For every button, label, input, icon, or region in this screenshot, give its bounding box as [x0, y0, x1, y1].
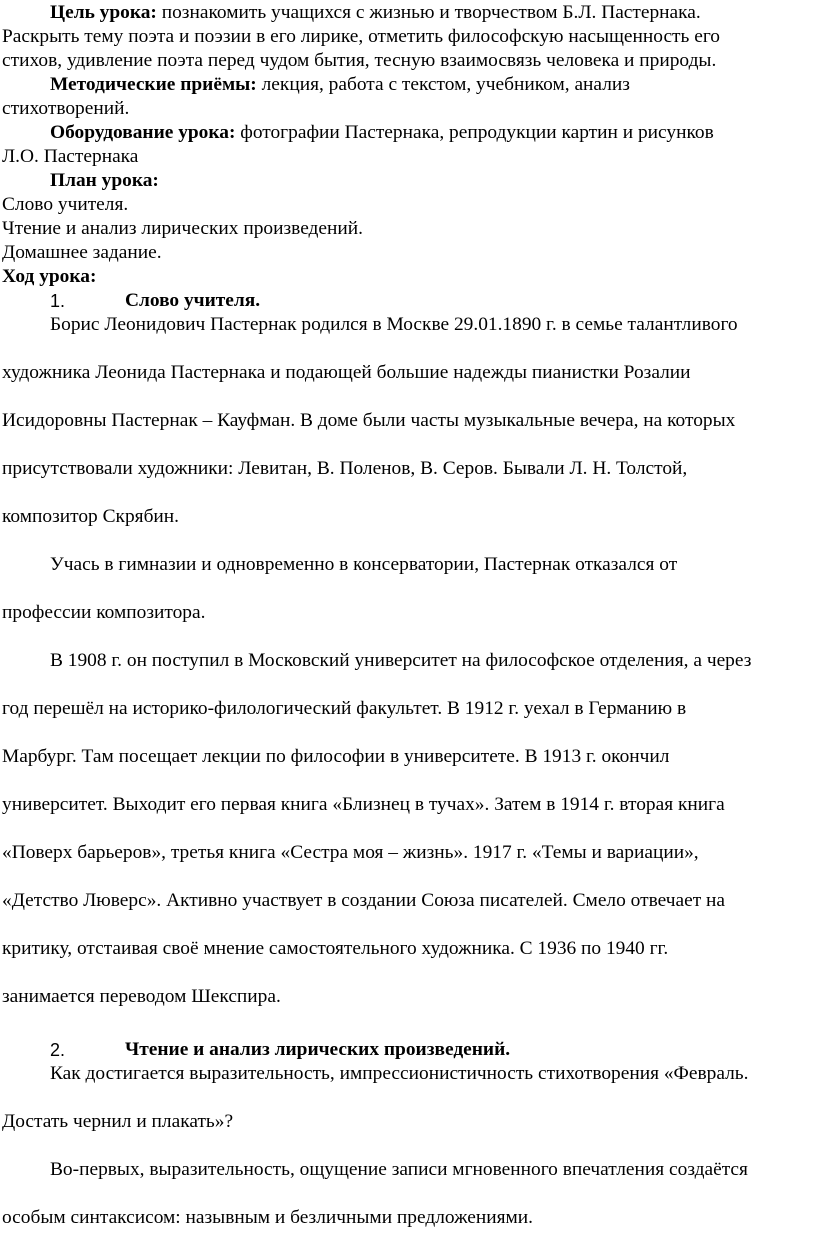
section-1-number: 1. [50, 291, 66, 311]
paragraph-line: В 1908 г. он поступил в Московский университет на философское отделения, а через [50, 650, 752, 671]
goal-text-line: Раскрыть тему поэта и поэзии в его лирике, отметить философскую насыщенность его [2, 26, 720, 47]
goal-line [50, 1, 701, 25]
equipment-label: Оборудование урока: [50, 122, 236, 143]
section-1-title: Слово учителя. [125, 290, 261, 311]
paragraph-line: присутствовали художники: Левитан, В. Поленов, В. Серов. Бывали Л. Н. Толстой, [2, 458, 688, 479]
paragraph-line: занимается переводом Шекспира. [2, 986, 281, 1007]
methods-text: лекция, работа с текстом, учебником, анализ [256, 74, 630, 95]
paragraph-line: «Поверх барьеров», третья книга «Сестра моя – жизнь». 1917 г. «Темы и вариации», [2, 842, 699, 863]
section-2-title: Чтение и анализ лирических произведений. [125, 1039, 511, 1060]
paragraph-line: композитор Скрябин. [2, 506, 180, 527]
paragraph-line: «Детство Люверс». Активно участвует в создании Союза писателей. Смело отвечает на [2, 890, 726, 911]
equipment-text-line: Л.О. Пастернака [2, 146, 139, 167]
equipment-text: фотографии Пастернака, репродукции картин и рисунков [235, 122, 714, 143]
paragraph-line: Учась в гимназии и одновременно в консерватории, Пастернак отказался от [50, 554, 678, 575]
plan-item: Домашнее задание. [2, 242, 162, 263]
goal-label: Цель урока: [50, 2, 157, 23]
paragraph-line: Во-первых, выразительность, ощущение записи мгновенного впечатления создаётся [50, 1159, 748, 1180]
paragraph-line: Марбург. Там посещает лекции по философии в университете. В 1913 г. окончил [2, 746, 670, 767]
equipment-line [50, 121, 714, 145]
paragraph-line: Достать чернил и плакать»? [2, 1111, 234, 1132]
paragraph-line: профессии композитора. [2, 602, 206, 623]
plan-item: Слово учителя. [2, 194, 129, 215]
course-label: Ход урока: [2, 266, 97, 287]
paragraph-line: Исидоровны Пастернак – Кауфман. В доме были часты музыкальные вечера, на которых [2, 410, 736, 431]
section-2-number: 2. [50, 1040, 66, 1060]
paragraph-line: особым синтаксисом: назывным и безличными предложениями. [2, 1207, 534, 1228]
paragraph-line: год перешёл на историко-филологический факультет. В 1912 г. уехал в Германию в [2, 698, 687, 719]
plan-item: Чтение и анализ лирических произведений. [2, 218, 363, 239]
goal-text: познакомить учащихся с жизнью и творчеством Б.Л. Пастернака. [156, 2, 701, 23]
plan-label: План урока: [50, 170, 159, 191]
paragraph-line: Борис Леонидович Пастернак родился в Москве 29.01.1890 г. в семье талантливого [50, 314, 738, 335]
paragraph-line: Как достигается выразительность, импрессионистичность стихотворения «Февраль. [50, 1063, 749, 1084]
paragraph-line: критику, отстаивая своё мнение самостоятельного художника. С 1936 по 1940 гг. [2, 938, 669, 959]
methods-line [50, 73, 630, 97]
paragraph-line: университет. Выходит его первая книга «Близнец в тучах». Затем в 1914 г. вторая книга [2, 794, 725, 815]
methods-label: Методические приёмы: [50, 74, 257, 95]
methods-text-line: стихотворений. [2, 98, 130, 119]
goal-text-line: стихов, удивление поэта перед чудом бытия, тесную взаимосвязь человека и природы. [2, 50, 717, 71]
paragraph-line: художника Леонида Пастернака и подающей большие надежды пианистки Розалии [2, 362, 691, 383]
